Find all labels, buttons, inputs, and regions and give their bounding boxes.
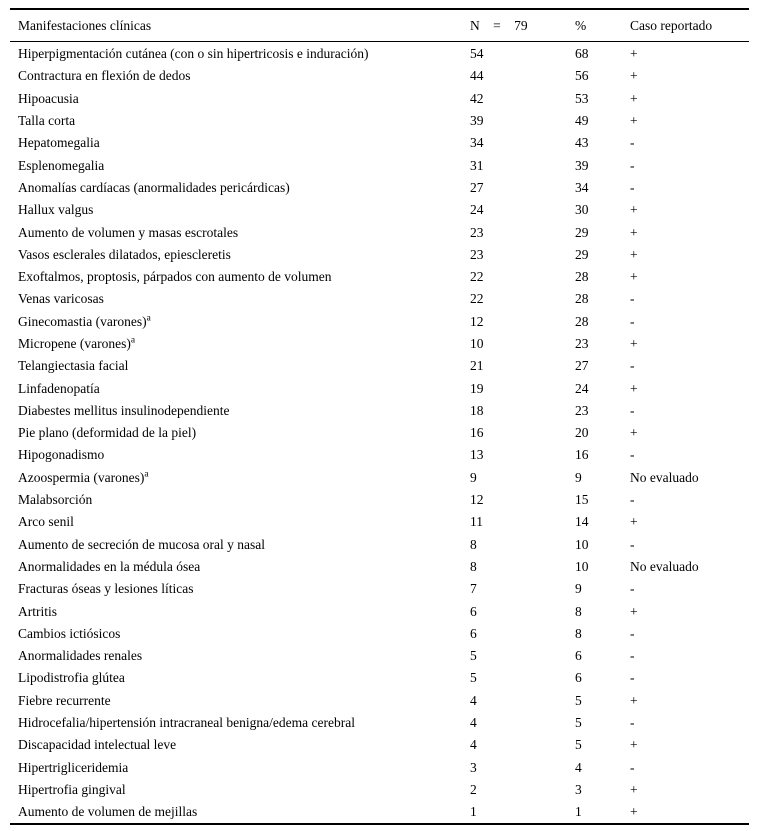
caso-value: - — [630, 157, 635, 173]
pct-value: 34 — [575, 179, 589, 195]
pct-value: 20 — [575, 425, 589, 441]
n-value: 6 — [470, 625, 477, 641]
table-row — [10, 311, 749, 333]
n-value: 27 — [470, 179, 484, 195]
caso-value: - — [630, 715, 635, 731]
pct-value: 10 — [575, 536, 589, 552]
table-row — [10, 422, 749, 444]
n-value: 12 — [470, 492, 484, 508]
manifestation-label: Aumento de volumen y masas escrotales — [18, 224, 239, 240]
caso-value: No evaluado — [630, 558, 699, 574]
pct-value: 28 — [575, 313, 589, 329]
caso-value: + — [630, 68, 638, 84]
table-header-row — [10, 10, 749, 42]
pct-value: 56 — [575, 68, 589, 84]
manifestation-label: Azoospermia (varones)$^a$ — [18, 469, 149, 485]
manifestation-label: Hipogonadismo — [18, 447, 105, 463]
table-row — [10, 667, 749, 689]
table-row — [10, 333, 749, 355]
pct-value: 68 — [575, 46, 589, 62]
pct-value: 1 — [575, 804, 582, 820]
n-value: 6 — [470, 603, 477, 619]
n-value: 4 — [470, 715, 477, 731]
manifestation-label: Telangiectasia facial — [18, 358, 129, 374]
table-row — [10, 444, 749, 466]
manifestation-label: Micropene (varones)$^a$ — [18, 335, 136, 351]
manifestation-label: Pie plano (deformidad de la piel) — [18, 425, 197, 441]
caso-value: - — [630, 536, 635, 552]
pct-value: 23 — [575, 402, 589, 418]
pct-value: 23 — [575, 336, 589, 351]
caso-value: + — [630, 603, 638, 619]
manifestation-label: Contractura en flexión de dedos — [18, 68, 191, 84]
n-value: 2 — [470, 781, 477, 797]
n-value: 24 — [470, 202, 484, 218]
pct-value: 24 — [575, 380, 589, 396]
n-value: 22 — [470, 269, 484, 285]
table-row — [10, 199, 749, 221]
caso-value: + — [630, 425, 638, 441]
caso-value: - — [630, 447, 635, 463]
manifestation-label: Fiebre recurrente — [18, 692, 111, 708]
table-row — [10, 244, 749, 266]
n-value: 23 — [470, 224, 484, 240]
manifestation-label: Aumento de volumen de mejillas — [18, 804, 198, 820]
n-value: 8 — [470, 558, 477, 574]
caso-value: + — [630, 781, 638, 797]
caso-value: - — [630, 402, 635, 418]
table-row — [10, 110, 749, 132]
table-row — [10, 489, 749, 511]
caso-value: - — [630, 670, 635, 686]
table-row — [10, 400, 749, 422]
pct-value: 28 — [575, 291, 589, 307]
pct-value: 6 — [575, 648, 582, 664]
header-manifestations: Manifestaciones clínicas — [18, 17, 152, 33]
manifestation-label: Arco senil — [18, 514, 74, 530]
caso-value: + — [630, 46, 638, 62]
manifestation-label: Hipertrigliceridemia — [18, 759, 129, 775]
header-caso-reportado: Caso reportado — [630, 17, 713, 33]
manifestation-label: Hiperpigmentación cutánea (con o sin hipertricosis e induración) — [18, 46, 369, 62]
pct-value: 14 — [575, 514, 589, 530]
caso-value: + — [630, 113, 638, 129]
n-value: 18 — [470, 402, 484, 418]
n-value: 19 — [470, 380, 484, 396]
table-row — [10, 132, 749, 154]
table-row — [10, 288, 749, 310]
pct-value: 5 — [575, 737, 582, 753]
table-row — [10, 556, 749, 578]
manifestation-label: Diabestes mellitus insulinodependiente — [18, 402, 230, 418]
n-value: 42 — [470, 90, 484, 106]
table-row — [10, 534, 749, 556]
table-row — [10, 154, 749, 176]
manifestation-label: Anormalidades renales — [18, 648, 143, 664]
clinical-manifestations-table — [10, 8, 749, 825]
pct-value: 10 — [575, 558, 589, 574]
caso-value: - — [630, 759, 635, 775]
table-row — [10, 377, 749, 399]
footnote-marker: a — [130, 335, 136, 346]
pct-value: 30 — [575, 202, 589, 218]
caso-value: + — [630, 246, 638, 262]
manifestation-label: Lipodistrofia glútea — [18, 670, 125, 686]
pct-value: 43 — [575, 135, 589, 151]
table-row — [10, 712, 749, 734]
pct-value: 28 — [575, 269, 589, 285]
table-row — [10, 43, 749, 65]
table-row — [10, 578, 749, 600]
caso-value: - — [630, 313, 635, 329]
manifestation-label: Vasos esclerales dilatados, epiescleretis — [18, 246, 231, 262]
pct-value: 8 — [575, 603, 582, 619]
manifestation-label: Hipertrofia gingival — [18, 781, 126, 797]
table-row — [10, 690, 749, 712]
table-row — [10, 645, 749, 667]
caso-value: + — [630, 336, 638, 351]
n-value: 13 — [470, 447, 484, 463]
caso-value: + — [630, 804, 638, 820]
pct-value: 39 — [575, 157, 589, 173]
n-value: 21 — [470, 358, 484, 374]
manifestation-label: Hepatomegalia — [18, 135, 100, 151]
n-value: 4 — [470, 692, 477, 708]
n-value: 34 — [470, 135, 484, 151]
n-value: 3 — [470, 759, 477, 775]
table-row — [10, 266, 749, 288]
table-row — [10, 801, 749, 823]
table-row — [10, 355, 749, 377]
manifestation-label: Artritis — [18, 603, 57, 619]
table-row — [10, 623, 749, 645]
pct-value: 29 — [575, 224, 589, 240]
caso-value: - — [630, 179, 635, 195]
header-percent: % — [575, 17, 587, 33]
pct-value: 9 — [575, 469, 582, 485]
n-value: 7 — [470, 581, 477, 597]
pct-value: 5 — [575, 692, 582, 708]
caso-value: + — [630, 380, 638, 396]
caso-value: + — [630, 202, 638, 218]
manifestation-label: Hallux valgus — [18, 202, 94, 218]
manifestation-label: Malabsorción — [18, 492, 93, 508]
pct-value: 3 — [575, 781, 582, 797]
pct-value: 4 — [575, 759, 582, 775]
caso-value: + — [630, 737, 638, 753]
manifestation-label: Anomalías cardíacas (anormalidades pericárdicas) — [18, 179, 290, 195]
n-value: 8 — [470, 536, 477, 552]
n-value: 1 — [470, 804, 477, 820]
table-row — [10, 65, 749, 87]
n-value: 22 — [470, 291, 484, 307]
n-value: 9 — [470, 469, 477, 485]
table-body — [10, 42, 749, 823]
pct-value: 9 — [575, 581, 582, 597]
manifestation-label: Discapacidad intelectual leve — [18, 737, 177, 753]
n-value: 5 — [470, 670, 477, 686]
manifestation-label: Talla corta — [18, 113, 76, 129]
caso-value: - — [630, 581, 635, 597]
manifestation-label: Venas varicosas — [18, 291, 104, 307]
caso-value: + — [630, 224, 638, 240]
pct-value: 5 — [575, 715, 582, 731]
pct-value: 53 — [575, 90, 589, 106]
n-value: 4 — [470, 737, 477, 753]
caso-value: + — [630, 90, 638, 106]
caso-value: - — [630, 135, 635, 151]
n-value: 44 — [470, 68, 484, 84]
table-row — [10, 221, 749, 243]
caso-value: + — [630, 514, 638, 530]
table-row — [10, 88, 749, 110]
pct-value: 6 — [575, 670, 582, 686]
manifestation-label: Anormalidades en la médula ósea — [18, 558, 201, 574]
manifestation-label: Linfadenopatía — [18, 380, 100, 396]
n-value: 10 — [470, 336, 484, 351]
pct-value: 27 — [575, 358, 589, 374]
n-value: 39 — [470, 113, 484, 129]
manifestation-label: Aumento de secreción de mucosa oral y nasal — [18, 536, 266, 552]
manifestation-label: Esplenomegalia — [18, 157, 105, 173]
footnote-marker: a — [146, 313, 151, 324]
manifestation-label: Hidrocefalia/hipertensión intracraneal benigna/edema cerebral — [18, 715, 355, 731]
pct-value: 29 — [575, 246, 589, 262]
n-value: 5 — [470, 648, 477, 664]
n-value: 11 — [470, 514, 483, 530]
caso-value: - — [630, 291, 635, 307]
caso-value: - — [630, 625, 635, 641]
manifestation-label: Cambios ictiósicos — [18, 625, 121, 641]
pct-value: 8 — [575, 625, 582, 641]
pct-value: 15 — [575, 492, 589, 508]
caso-value: + — [630, 269, 638, 285]
manifestation-label: Ginecomastia (varones)$^a$ — [18, 313, 151, 329]
n-value: 54 — [470, 46, 484, 62]
caso-value: - — [630, 648, 635, 664]
table-row — [10, 600, 749, 622]
table-row — [10, 757, 749, 779]
pct-value: 49 — [575, 113, 589, 129]
n-value: 16 — [470, 425, 484, 441]
pct-value: 16 — [575, 447, 589, 463]
caso-value: + — [630, 692, 638, 708]
table-row — [10, 779, 749, 801]
header-n-total: N = 79 — [470, 17, 528, 33]
table-row — [10, 734, 749, 756]
footnote-marker: a — [144, 469, 149, 480]
n-value: 23 — [470, 246, 484, 262]
caso-value: - — [630, 492, 635, 508]
manifestation-label: Hipoacusia — [18, 90, 79, 106]
caso-value: No evaluado — [630, 469, 699, 485]
table-row — [10, 467, 749, 489]
n-value: 31 — [470, 157, 484, 173]
manifestation-label: Fracturas óseas y lesiones líticas — [18, 581, 194, 597]
manifestation-label: Exoftalmos, proptosis, párpados con aumento de volumen — [18, 269, 332, 285]
caso-value: - — [630, 358, 635, 374]
table-row — [10, 177, 749, 199]
n-value: 12 — [470, 313, 484, 329]
table-row — [10, 511, 749, 533]
